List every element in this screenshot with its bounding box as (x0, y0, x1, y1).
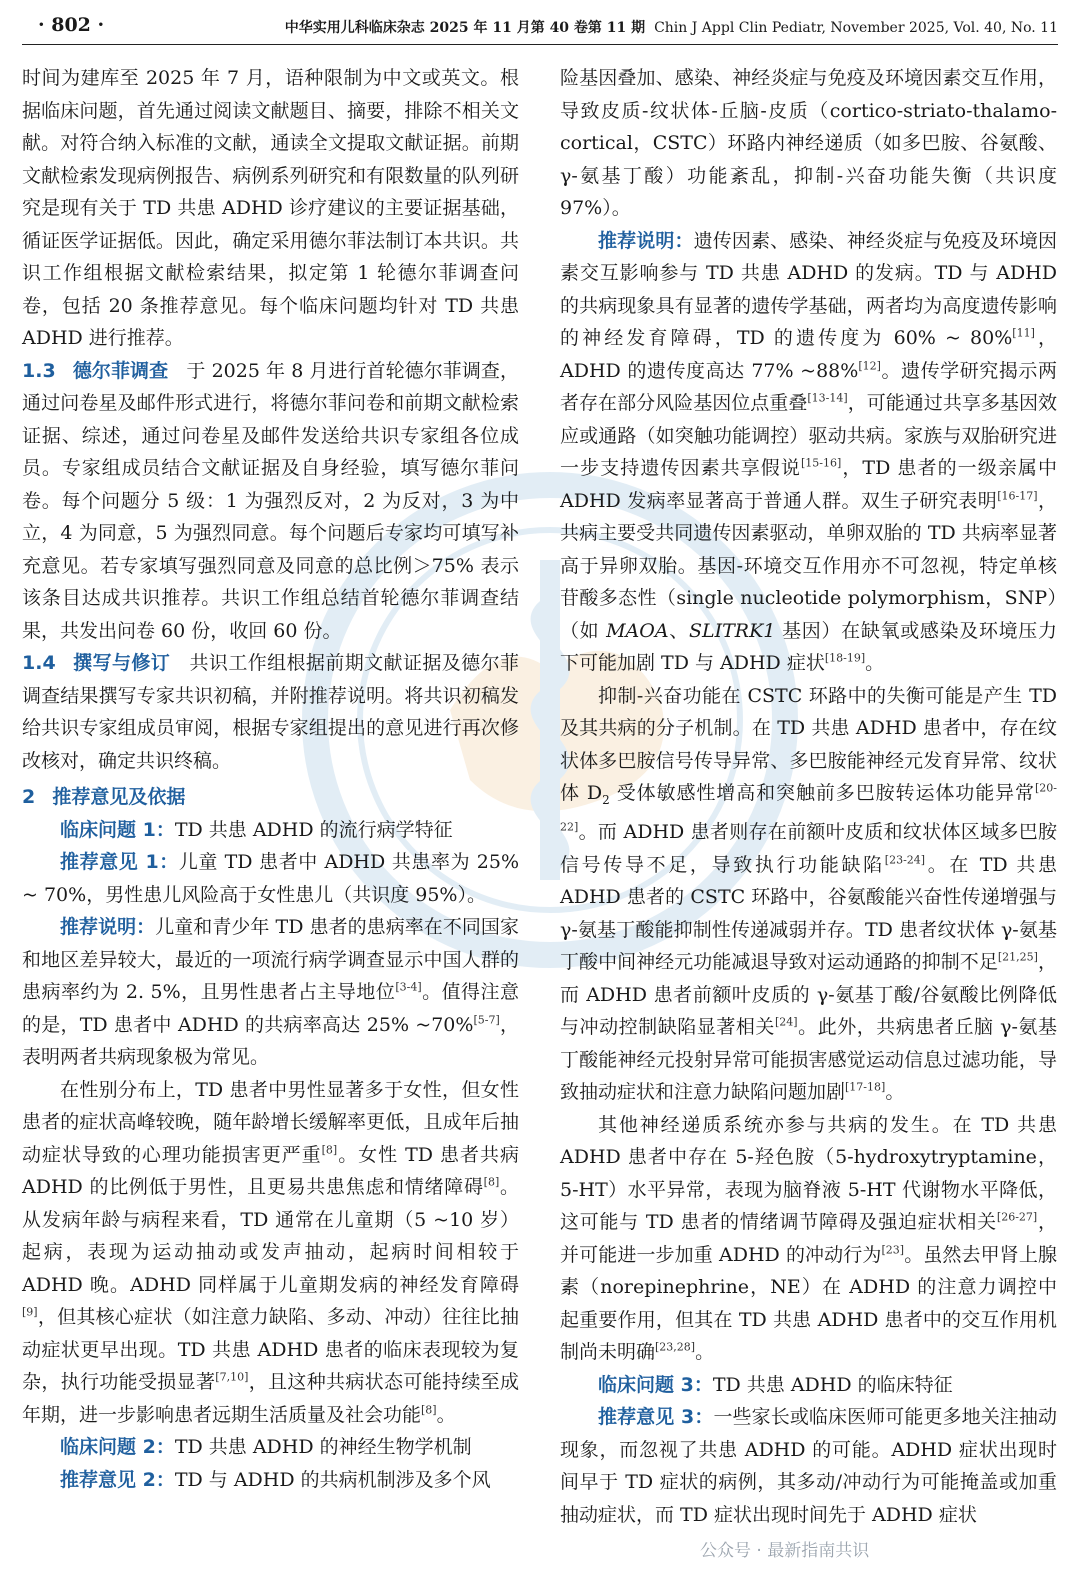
gene-name: SLITRK1 (688, 619, 776, 642)
citation: [21,25] (997, 950, 1038, 964)
cstc-mechanism-paragraph: 抑制-兴奋功能在 CSTC 环路中的失衡可能是产生 TD 及其共病的分子机制。在 TD 共患 ADHD 患者中，存在纹状体多巴胺信号传导异常、多巴胺能神经元发育异常、纹状体 $D_2$ 受体敏感性增高和突触前多巴胺转运体功能异常[20-22]。而 ADHD 患者则存在前额叶皮质和纹状体区域多巴胺信号传导不足，导致执行功能缺陷[23-24]。在 TD 共患 ADHD 患者的 CSTC 环路中，谷氨酸能兴奋性传递增强与 γ-氨基丁酸能抑制性传递减弱并存。TD 患者纹状体 γ-氨基丁酸中间神经元功能减退导致对运动通路的抑制不足[21,25]，而 ADHD 患者前额叶皮质的 γ-氨基丁酸/谷氨酸比例降低与冲动控制缺陷显著相关[24]。此外，共病患者丘脑 γ-氨基丁酸能神经元投射异常可能损害感觉运动信息过滤功能，导致抽动症状和注意力缺陷问题加剧[17-18]。 (560, 684, 1057, 1104)
explanation-label: 推荐说明： (598, 229, 694, 252)
citation: [3-4] (395, 980, 422, 994)
section-1-4-text: 共识工作组根据前期文献证据及德尔菲调查结果撰写专家共识初稿，并附推荐说明。将共识初稿发给共识专家组成员审阅，根据专家组提出的意见进行再次修改核对，确定共识终稿。 (22, 652, 519, 772)
other-neurotransmitters-paragraph: 其他神经递质系统亦参与共病的发生。在 TD 共患 ADHD 患者中存在 5-羟色胺（5-hydroxytryptamine，5-HT）水平异常，表现为脑脊液 5-HT 代谢物水平降低，这可能与 TD 患者的情绪调节障碍及强迫症状相关[26-27]，并可能进一步加重 ADHD 的冲动行为[23]。虽然去甲肾上腺素（norepinephrine，NE）在 ADHD 的注意力调控中起重要作用，但其在 TD 共患 ADHD 患者中的交互作用机制尚未明确[23,28]。 (560, 1113, 1057, 1364)
right-column (560, 62, 1057, 1531)
citation: [11] (1012, 326, 1035, 340)
explanation-label: 推荐说明： (60, 916, 156, 938)
recommendation-2-start: 推荐意见 2：TD 与 ADHD 的共病机制涉及多个风 (60, 1468, 491, 1491)
gender-distribution-paragraph: 在性别分布上，TD 患者中男性显著多于女性，但女性患者的症状高峰较晚，随年龄增长缓解率更低，且成年后抽动症状导致的心理功能损害更严重[8]。女性 TD 患者共病 ADHD 的比例低于男性，且更易共患焦虑和情绪障碍[8]。从发病年龄与病程来看，TD 通常在儿童期（5 ~10 岁）起病，表现为运动抽动或发声抽动，起病时间相较于 ADHD 晚。ADHD 同样属于儿童期发病的神经发育障碍[9]，但其核心症状（如注意力缺陷、多动、冲动）往往比抽动症状更早出现。TD 共患 ADHD 患者的临床表现较为复杂，执行功能受损显著[7,10]，且这种共病状态可能持续至成年期，进一步影响患者远期生活质量及社会功能[8]。 (22, 1078, 519, 1426)
clinical-question-label: 临床问题 1： (60, 818, 175, 841)
recommendation-2-continued: 险基因叠加、感染、神经炎症与免疫及环境因素交互作用，导致皮质-纹状体-丘脑-皮质（cortico-striato-thalamo-cortical，CSTC）环路内神经递质（如多巴胺、谷氨酸、γ-氨基丁酸）功能紊乱，抑制-兴奋功能失衡（共识度 97%）。 (560, 67, 1057, 219)
recommendation-1: 推荐意见 1：儿童 TD 患者中 ADHD 共患率为 25% ~ 70%，男性患儿风险高于女性患儿（共识度 95%）。 (22, 851, 519, 906)
explanation-2: 推荐说明：遗传因素、感染、神经炎症与免疫及环境因素交互影响参与 TD 共患 ADHD 的发病。TD 与 ADHD 的共病现象具有显著的遗传学基础，两者均为高度遗传影响的神经发育障碍，TD 的遗传度为 60% ~ 80%[11]，ADHD 的遗传度高达 77% ~88%[12]。遗传学研究揭示两者存在部分风险基因位点重叠[13-14]，可能通过共享多基因效应或通路（如突触功能调控）驱动共病。家族与双胎研究进一步支持遗传因素共享假说[15-16]，TD 患者的一级亲属中 ADHD 发病率显著高于普通人群。双生子研究表明[16-17]，共病主要受共同遗传因素驱动，单卵双胎的 TD 共病率显著高于异卵双胎。基因-环境交互作用亦不可忽视，特定单核苷酸多态性（single nucleotide polymorphism，SNP）（如 MAOA、SLITRK1 基因）在缺氧或感染及环境压力下可能加剧 TD 与 ADHD 症状[18-19]。 (560, 229, 1057, 674)
clinical-question-label: 临床问题 3： (598, 1373, 713, 1396)
section-2-heading: 2 推荐意见及依据 (22, 786, 186, 808)
citation: [5-7] (473, 1013, 500, 1027)
citation: [17-18] (845, 1080, 886, 1094)
citation: [9] (22, 1305, 38, 1319)
citation: [7,10] (215, 1370, 249, 1384)
citation: [20-22] (560, 781, 1057, 834)
subscript: 2 (602, 792, 610, 807)
running-header (22, 14, 1058, 45)
section-1-3-text: 于 2025 年 8 月进行首轮德尔菲调查，通过问卷星及邮件形式进行，将德尔菲问卷和前期文献检索证据、综述，通过问卷星及邮件发送给共识专家组各位成员。专家组成员结合文献证据及自身经验，填写德尔菲问卷。每个问题分 5 级：1 为强烈反对，2 为反对，3 为中立，4 为同意，5 为强烈同意。每个问题后专家均可填写补充意见。若专家填写强烈同意及同意的总比例＞75% 表示该条目达成共识推荐。共识工作组总结首轮德尔菲调查结果，共发出问卷 60 份，收回 60 份。 (22, 359, 519, 642)
recommendation-label: 推荐意见 1： (60, 851, 179, 873)
journal-title-en: Chin J Appl Clin Pediatr, November 2025, Vol. 40, No. 11 (654, 20, 1058, 36)
recommendation-label: 推荐意见 3： (598, 1406, 714, 1429)
citation: [24] (774, 1015, 798, 1029)
citation: [26-27] (996, 1210, 1038, 1224)
citation: [23-24] (884, 853, 926, 867)
methods-search-paragraph: 时间为建库至 2025 年 7 月，语种限制为中文或英文。根据临床问题，首先通过阅读文献题目、摘要，排除不相关文献。对符合纳入标准的文献，通读全文提取文献证据。前期文献检索发现病例报告、病例系列研究和有限数量的队列研究是现有关于 TD 共患 ADHD 诊疗建议的主要证据基础，循证医学证据低。因此，确定采用德尔菲法制订本共识。共识工作组根据文献检索结果，拟定第 1 轮德尔菲调查问卷，包括 20 条推荐意见。每个临床问题均针对 TD 共患 ADHD 进行推荐。 (22, 67, 519, 349)
section-1-3-heading: 1.3 德尔菲调查 (22, 359, 169, 382)
gene-name: MAOA (606, 619, 669, 642)
citation: [8] (421, 1403, 437, 1417)
clinical-question-2: 临床问题 2：TD 共患 ADHD 的神经生物学机制 (60, 1436, 472, 1458)
citation: [8] (483, 1175, 500, 1189)
citation: [23,28] (655, 1340, 696, 1354)
clinical-question-label: 临床问题 2： (60, 1436, 175, 1458)
explanation-1: 推荐说明：儿童和青少年 TD 患者的患病率在不同国家和地区差异较大，最近的一项流行病学调查显示中国人群的患病率约为 2. 5%，且男性患者占主导地位[3-4]。值得注意的是，TD 患者中 ADHD 的共病率高达 25% ~70%[5-7]，表明两者共病现象极为常见。 (22, 916, 519, 1068)
journal-title-cn: 中华实用儿科临床杂志 2025 年 11 月第 40 卷第 11 期 (284, 20, 646, 36)
left-column (22, 62, 519, 1496)
section-1-4-heading: 1.4 撰写与修订 (22, 652, 171, 674)
citation: [13-14] (807, 391, 848, 405)
citation: [16-17] (997, 489, 1038, 503)
citation: [15-16] (800, 456, 842, 470)
journal-citation-line (285, 17, 1058, 37)
clinical-question-3: 临床问题 3：TD 共患 ADHD 的临床特征 (598, 1373, 953, 1396)
section-1-4 (22, 647, 519, 777)
recommendation-label: 推荐意见 2： (60, 1468, 175, 1491)
citation: [18-19] (824, 651, 866, 665)
wechat-account-watermark: 公众号 · 最新指南共识 (700, 1536, 869, 1561)
page-number: · 802 · (38, 14, 105, 36)
citation: [23] (881, 1243, 905, 1257)
citation: [12] (858, 359, 881, 373)
recommendation-3: 推荐意见 3：一些家长或临床医师可能更多地关注抽动现象，而忽视了共患 ADHD 的可能。ADHD 症状出现时间早于 TD 症状的病例，其多动/冲动行为可能掩盖或加重抽动症状，而 TD 症状出现时间先于 ADHD 症状 (560, 1406, 1057, 1526)
section-1-3 (22, 355, 519, 648)
citation: [8] (321, 1143, 338, 1157)
clinical-question-1: 临床问题 1：TD 共患 ADHD 的流行病学特征 (60, 818, 453, 841)
